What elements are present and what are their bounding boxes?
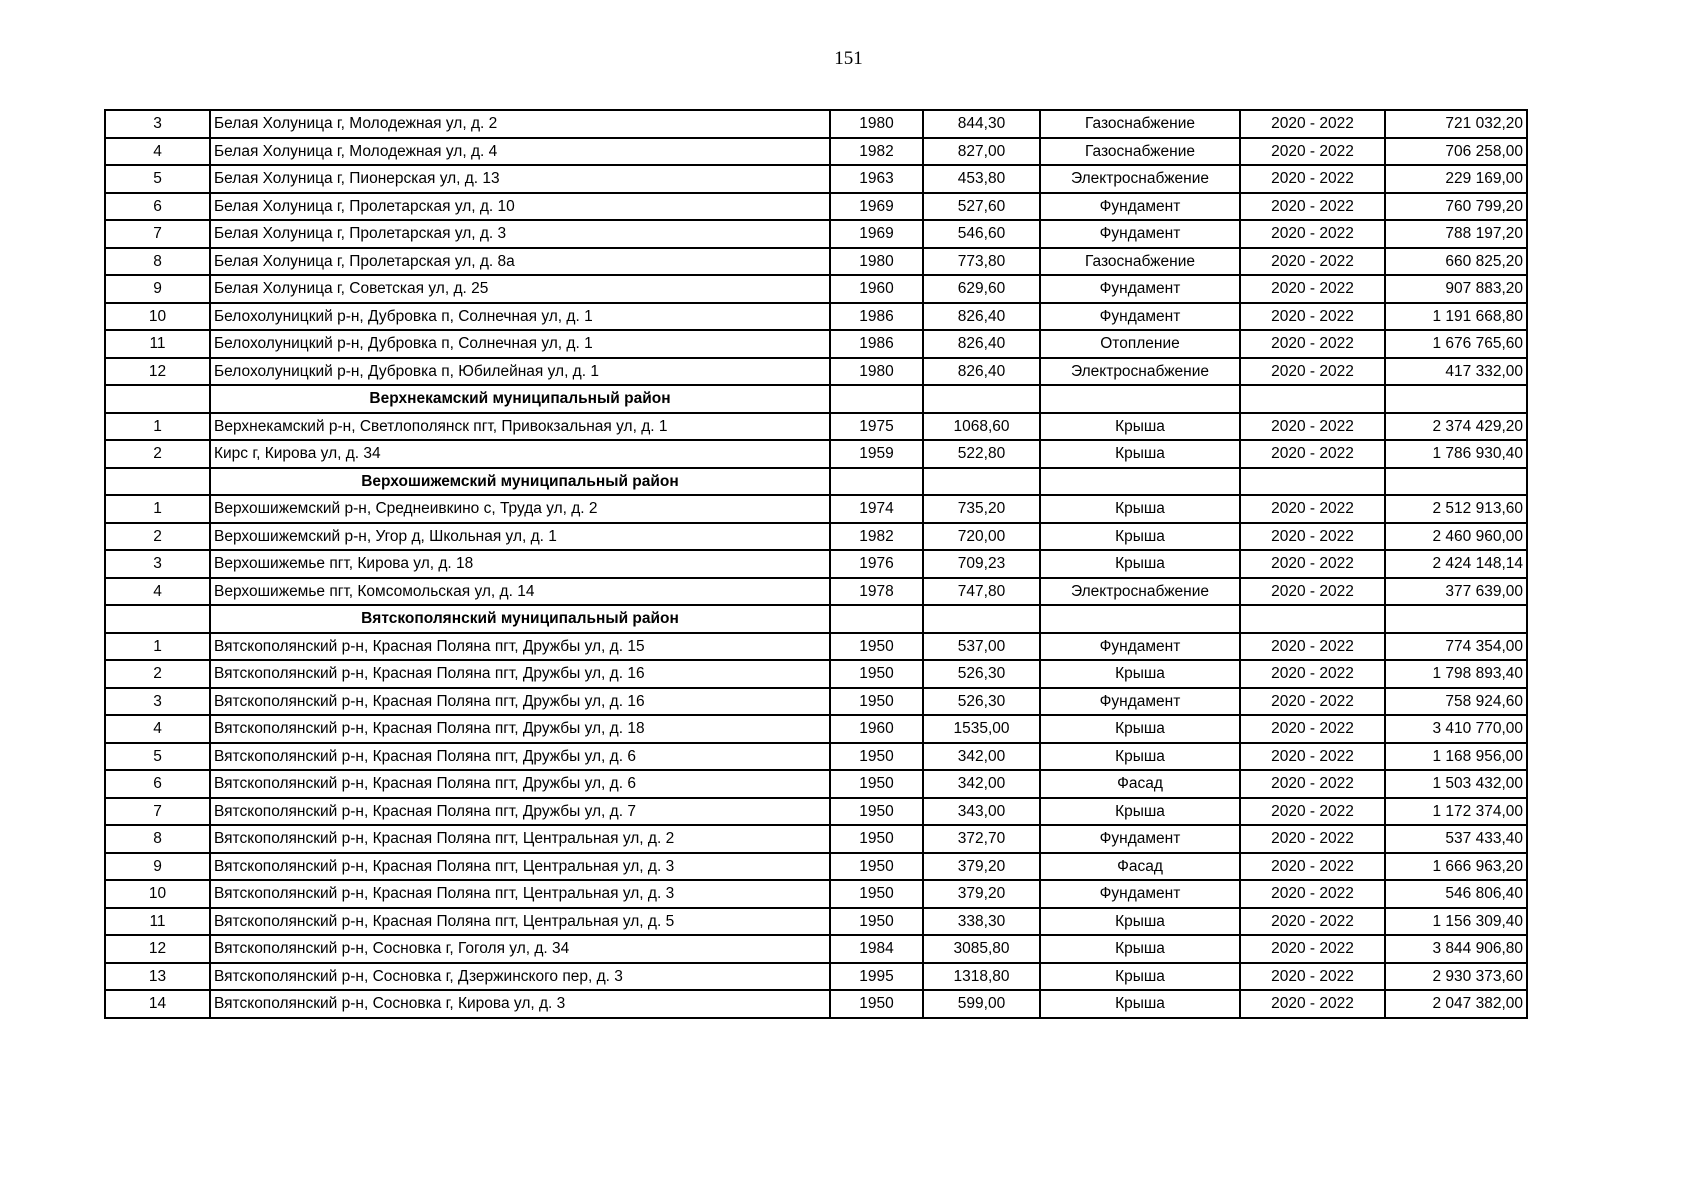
row-number-cell: 10 — [105, 880, 210, 908]
empty-cell — [923, 385, 1040, 413]
cost-cell: 2 374 429,20 — [1385, 413, 1527, 441]
work-type-cell: Фасад — [1040, 770, 1240, 798]
work-type-cell: Фундамент — [1040, 220, 1240, 248]
row-number-cell: 4 — [105, 578, 210, 606]
table-body — [105, 110, 1527, 1018]
area-cell: 629,60 — [923, 275, 1040, 303]
table-row — [105, 303, 1527, 331]
work-type-cell: Фундамент — [1040, 825, 1240, 853]
work-type-cell: Фасад — [1040, 853, 1240, 881]
address-cell: Верхошижемский р-н, Угор д, Школьная ул, д. 1 — [210, 523, 830, 551]
address-cell: Верхошижемье пгт, Комсомольская ул, д. 14 — [210, 578, 830, 606]
district-header-row — [105, 605, 1527, 633]
build-year-cell: 1984 — [830, 935, 923, 963]
period-cell: 2020 - 2022 — [1240, 165, 1385, 193]
build-year-cell: 1963 — [830, 165, 923, 193]
cost-cell: 1 666 963,20 — [1385, 853, 1527, 881]
table-row — [105, 798, 1527, 826]
build-year-cell: 1950 — [830, 880, 923, 908]
empty-cell — [1040, 605, 1240, 633]
address-cell: Белая Холуница г, Советская ул, д. 25 — [210, 275, 830, 303]
period-cell: 2020 - 2022 — [1240, 138, 1385, 166]
period-cell: 2020 - 2022 — [1240, 578, 1385, 606]
row-number-cell: 3 — [105, 688, 210, 716]
work-type-cell: Фундамент — [1040, 688, 1240, 716]
address-cell: Белохолуницкий р-н, Дубровка п, Юбилейная ул, д. 1 — [210, 358, 830, 386]
row-number-cell: 7 — [105, 798, 210, 826]
build-year-cell: 1980 — [830, 248, 923, 276]
build-year-cell: 1969 — [830, 193, 923, 221]
area-cell: 379,20 — [923, 853, 1040, 881]
cost-cell: 1 786 930,40 — [1385, 440, 1527, 468]
table-row — [105, 275, 1527, 303]
build-year-cell: 1976 — [830, 550, 923, 578]
build-year-cell: 1982 — [830, 138, 923, 166]
row-number-cell: 2 — [105, 523, 210, 551]
address-cell: Вятскополянский р-н, Красная Поляна пгт, Центральная ул, д. 3 — [210, 853, 830, 881]
address-cell: Вятскополянский р-н, Красная Поляна пгт, Дружбы ул, д. 18 — [210, 715, 830, 743]
empty-cell — [1385, 468, 1527, 496]
period-cell: 2020 - 2022 — [1240, 193, 1385, 221]
build-year-cell: 1950 — [830, 743, 923, 771]
build-year-cell: 1969 — [830, 220, 923, 248]
table-row — [105, 578, 1527, 606]
work-type-cell: Крыша — [1040, 908, 1240, 936]
area-cell: 735,20 — [923, 495, 1040, 523]
empty-cell — [1240, 385, 1385, 413]
address-cell: Белая Холуница г, Пролетарская ул, д. 3 — [210, 220, 830, 248]
build-year-cell: 1974 — [830, 495, 923, 523]
row-number-cell: 8 — [105, 248, 210, 276]
cost-cell: 229 169,00 — [1385, 165, 1527, 193]
table-row — [105, 633, 1527, 661]
period-cell: 2020 - 2022 — [1240, 743, 1385, 771]
row-number-cell: 4 — [105, 715, 210, 743]
area-cell: 1535,00 — [923, 715, 1040, 743]
table-row — [105, 413, 1527, 441]
table-row — [105, 715, 1527, 743]
area-cell: 526,30 — [923, 688, 1040, 716]
empty-cell — [830, 605, 923, 633]
work-type-cell: Крыша — [1040, 990, 1240, 1018]
period-cell: 2020 - 2022 — [1240, 908, 1385, 936]
build-year-cell: 1950 — [830, 908, 923, 936]
cost-cell: 546 806,40 — [1385, 880, 1527, 908]
period-cell: 2020 - 2022 — [1240, 935, 1385, 963]
area-cell: 1068,60 — [923, 413, 1040, 441]
cost-cell: 2 930 373,60 — [1385, 963, 1527, 991]
area-cell: 720,00 — [923, 523, 1040, 551]
build-year-cell: 1950 — [830, 798, 923, 826]
period-cell: 2020 - 2022 — [1240, 303, 1385, 331]
address-cell: Вятскополянский р-н, Красная Поляна пгт, Дружбы ул, д. 16 — [210, 660, 830, 688]
table-row — [105, 935, 1527, 963]
row-number-cell: 1 — [105, 495, 210, 523]
address-cell: Верхошижемский р-н, Среднеивкино с, Труда ул, д. 2 — [210, 495, 830, 523]
table-row — [105, 880, 1527, 908]
page-number: 151 — [834, 48, 863, 69]
area-cell: 827,00 — [923, 138, 1040, 166]
row-number-cell: 11 — [105, 330, 210, 358]
build-year-cell: 1950 — [830, 688, 923, 716]
period-cell: 2020 - 2022 — [1240, 550, 1385, 578]
build-year-cell: 1950 — [830, 770, 923, 798]
empty-cell — [105, 468, 210, 496]
period-cell: 2020 - 2022 — [1240, 715, 1385, 743]
table-row — [105, 495, 1527, 523]
address-cell: Вятскополянский р-н, Красная Поляна пгт, Дружбы ул, д. 6 — [210, 743, 830, 771]
period-cell: 2020 - 2022 — [1240, 275, 1385, 303]
period-cell: 2020 - 2022 — [1240, 248, 1385, 276]
cost-cell: 721 032,20 — [1385, 110, 1527, 138]
area-cell: 342,00 — [923, 770, 1040, 798]
table-row — [105, 770, 1527, 798]
table-row — [105, 138, 1527, 166]
cost-cell: 377 639,00 — [1385, 578, 1527, 606]
empty-cell — [1040, 468, 1240, 496]
work-type-cell: Крыша — [1040, 550, 1240, 578]
row-number-cell: 6 — [105, 770, 210, 798]
area-cell: 453,80 — [923, 165, 1040, 193]
row-number-cell: 10 — [105, 303, 210, 331]
address-cell: Вятскополянский р-н, Красная Поляна пгт, Центральная ул, д. 5 — [210, 908, 830, 936]
cost-cell: 907 883,20 — [1385, 275, 1527, 303]
period-cell: 2020 - 2022 — [1240, 798, 1385, 826]
row-number-cell: 6 — [105, 193, 210, 221]
area-cell: 3085,80 — [923, 935, 1040, 963]
table-row — [105, 990, 1527, 1018]
work-type-cell: Фундамент — [1040, 193, 1240, 221]
area-cell: 1318,80 — [923, 963, 1040, 991]
period-cell: 2020 - 2022 — [1240, 853, 1385, 881]
address-cell: Вятскополянский р-н, Сосновка г, Дзержинского пер, д. 3 — [210, 963, 830, 991]
cost-cell: 2 512 913,60 — [1385, 495, 1527, 523]
build-year-cell: 1980 — [830, 110, 923, 138]
address-cell: Вятскополянский р-н, Красная Поляна пгт, Дружбы ул, д. 7 — [210, 798, 830, 826]
build-year-cell: 1980 — [830, 358, 923, 386]
row-number-cell: 2 — [105, 660, 210, 688]
period-cell: 2020 - 2022 — [1240, 990, 1385, 1018]
empty-cell — [1240, 468, 1385, 496]
area-cell: 826,40 — [923, 303, 1040, 331]
period-cell: 2020 - 2022 — [1240, 880, 1385, 908]
row-number-cell: 3 — [105, 110, 210, 138]
work-type-cell: Крыша — [1040, 715, 1240, 743]
table-row — [105, 358, 1527, 386]
row-number-cell: 5 — [105, 743, 210, 771]
build-year-cell: 1950 — [830, 825, 923, 853]
row-number-cell: 12 — [105, 935, 210, 963]
period-cell: 2020 - 2022 — [1240, 633, 1385, 661]
build-year-cell: 1986 — [830, 330, 923, 358]
table-row — [105, 220, 1527, 248]
period-cell: 2020 - 2022 — [1240, 358, 1385, 386]
cost-cell: 1 168 956,00 — [1385, 743, 1527, 771]
work-type-cell: Фундамент — [1040, 303, 1240, 331]
area-cell: 342,00 — [923, 743, 1040, 771]
row-number-cell: 12 — [105, 358, 210, 386]
area-cell: 599,00 — [923, 990, 1040, 1018]
table-row — [105, 330, 1527, 358]
empty-cell — [830, 468, 923, 496]
empty-cell — [1040, 385, 1240, 413]
build-year-cell: 1986 — [830, 303, 923, 331]
address-cell: Вятскополянский р-н, Сосновка г, Кирова ул, д. 3 — [210, 990, 830, 1018]
district-title: Вятскополянский муниципальный район — [210, 605, 830, 633]
table-row — [105, 165, 1527, 193]
period-cell: 2020 - 2022 — [1240, 495, 1385, 523]
table-row — [105, 825, 1527, 853]
table-row — [105, 853, 1527, 881]
period-cell: 2020 - 2022 — [1240, 770, 1385, 798]
period-cell: 2020 - 2022 — [1240, 440, 1385, 468]
cost-cell: 417 332,00 — [1385, 358, 1527, 386]
cost-cell: 1 676 765,60 — [1385, 330, 1527, 358]
address-cell: Вятскополянский р-н, Красная Поляна пгт, Центральная ул, д. 2 — [210, 825, 830, 853]
table-row — [105, 688, 1527, 716]
build-year-cell: 1950 — [830, 853, 923, 881]
district-title: Верхошижемский муниципальный район — [210, 468, 830, 496]
build-year-cell: 1959 — [830, 440, 923, 468]
work-type-cell: Крыша — [1040, 660, 1240, 688]
period-cell: 2020 - 2022 — [1240, 220, 1385, 248]
empty-cell — [1240, 605, 1385, 633]
table-row — [105, 110, 1527, 138]
area-cell: 372,70 — [923, 825, 1040, 853]
cost-cell: 760 799,20 — [1385, 193, 1527, 221]
empty-cell — [1385, 385, 1527, 413]
build-year-cell: 1950 — [830, 660, 923, 688]
address-cell: Белая Холуница г, Молодежная ул, д. 4 — [210, 138, 830, 166]
area-cell: 338,30 — [923, 908, 1040, 936]
table-row — [105, 660, 1527, 688]
build-year-cell: 1975 — [830, 413, 923, 441]
cost-cell: 758 924,60 — [1385, 688, 1527, 716]
table-row — [105, 523, 1527, 551]
area-cell: 826,40 — [923, 330, 1040, 358]
area-cell: 379,20 — [923, 880, 1040, 908]
work-type-cell: Фундамент — [1040, 275, 1240, 303]
work-type-cell: Крыша — [1040, 440, 1240, 468]
row-number-cell: 5 — [105, 165, 210, 193]
address-cell: Кирс г, Кирова ул, д. 34 — [210, 440, 830, 468]
work-type-cell: Крыша — [1040, 413, 1240, 441]
cost-cell: 1 156 309,40 — [1385, 908, 1527, 936]
row-number-cell: 11 — [105, 908, 210, 936]
work-type-cell: Крыша — [1040, 935, 1240, 963]
area-cell: 522,80 — [923, 440, 1040, 468]
cost-cell: 2 047 382,00 — [1385, 990, 1527, 1018]
address-cell: Вятскополянский р-н, Красная Поляна пгт, Дружбы ул, д. 6 — [210, 770, 830, 798]
period-cell: 2020 - 2022 — [1240, 660, 1385, 688]
table-row — [105, 908, 1527, 936]
address-cell: Верхнекамский р-н, Светлополянск пгт, Привокзальная ул, д. 1 — [210, 413, 830, 441]
address-cell: Вятскополянский р-н, Красная Поляна пгт, Дружбы ул, д. 15 — [210, 633, 830, 661]
work-type-cell: Электроснабжение — [1040, 165, 1240, 193]
district-header-row — [105, 385, 1527, 413]
build-year-cell: 1960 — [830, 275, 923, 303]
build-year-cell: 1960 — [830, 715, 923, 743]
period-cell: 2020 - 2022 — [1240, 825, 1385, 853]
row-number-cell: 9 — [105, 853, 210, 881]
table-row — [105, 440, 1527, 468]
table-row — [105, 193, 1527, 221]
cost-cell: 660 825,20 — [1385, 248, 1527, 276]
area-cell: 826,40 — [923, 358, 1040, 386]
address-cell: Белохолуницкий р-н, Дубровка п, Солнечная ул, д. 1 — [210, 330, 830, 358]
work-type-cell: Фундамент — [1040, 880, 1240, 908]
cost-cell: 2 424 148,14 — [1385, 550, 1527, 578]
build-year-cell: 1950 — [830, 990, 923, 1018]
table-row — [105, 743, 1527, 771]
address-cell: Белая Холуница г, Пионерская ул, д. 13 — [210, 165, 830, 193]
cost-cell: 1 503 432,00 — [1385, 770, 1527, 798]
address-cell: Белая Холуница г, Пролетарская ул, д. 8а — [210, 248, 830, 276]
cost-cell: 706 258,00 — [1385, 138, 1527, 166]
work-type-cell: Отопление — [1040, 330, 1240, 358]
build-year-cell: 1950 — [830, 633, 923, 661]
cost-cell: 788 197,20 — [1385, 220, 1527, 248]
period-cell: 2020 - 2022 — [1240, 413, 1385, 441]
work-type-cell: Фундамент — [1040, 633, 1240, 661]
address-cell: Белохолуницкий р-н, Дубровка п, Солнечная ул, д. 1 — [210, 303, 830, 331]
work-type-cell: Электроснабжение — [1040, 358, 1240, 386]
table-row — [105, 248, 1527, 276]
build-year-cell: 1995 — [830, 963, 923, 991]
period-cell: 2020 - 2022 — [1240, 963, 1385, 991]
empty-cell — [105, 605, 210, 633]
cost-cell: 3 410 770,00 — [1385, 715, 1527, 743]
build-year-cell: 1978 — [830, 578, 923, 606]
row-number-cell: 13 — [105, 963, 210, 991]
row-number-cell: 7 — [105, 220, 210, 248]
row-number-cell: 4 — [105, 138, 210, 166]
empty-cell — [923, 605, 1040, 633]
work-type-cell: Газоснабжение — [1040, 248, 1240, 276]
build-year-cell: 1982 — [830, 523, 923, 551]
work-type-cell: Крыша — [1040, 495, 1240, 523]
work-type-cell: Электроснабжение — [1040, 578, 1240, 606]
cost-cell: 1 798 893,40 — [1385, 660, 1527, 688]
work-type-cell: Крыша — [1040, 523, 1240, 551]
row-number-cell: 9 — [105, 275, 210, 303]
period-cell: 2020 - 2022 — [1240, 688, 1385, 716]
empty-cell — [923, 468, 1040, 496]
empty-cell — [1385, 605, 1527, 633]
row-number-cell: 1 — [105, 413, 210, 441]
area-cell: 343,00 — [923, 798, 1040, 826]
row-number-cell: 1 — [105, 633, 210, 661]
area-cell: 546,60 — [923, 220, 1040, 248]
district-title: Верхнекамский муниципальный район — [210, 385, 830, 413]
table-row — [105, 550, 1527, 578]
row-number-cell: 2 — [105, 440, 210, 468]
area-cell: 844,30 — [923, 110, 1040, 138]
address-cell: Белая Холуница г, Пролетарская ул, д. 10 — [210, 193, 830, 221]
cost-cell: 1 172 374,00 — [1385, 798, 1527, 826]
row-number-cell: 14 — [105, 990, 210, 1018]
period-cell: 2020 - 2022 — [1240, 523, 1385, 551]
area-cell: 773,80 — [923, 248, 1040, 276]
area-cell: 709,23 — [923, 550, 1040, 578]
repair-schedule-table — [104, 109, 1528, 1019]
area-cell: 527,60 — [923, 193, 1040, 221]
cost-cell: 3 844 906,80 — [1385, 935, 1527, 963]
period-cell: 2020 - 2022 — [1240, 330, 1385, 358]
cost-cell: 537 433,40 — [1385, 825, 1527, 853]
address-cell: Белая Холуница г, Молодежная ул, д. 2 — [210, 110, 830, 138]
address-cell: Верхошижемье пгт, Кирова ул, д. 18 — [210, 550, 830, 578]
area-cell: 526,30 — [923, 660, 1040, 688]
empty-cell — [105, 385, 210, 413]
district-header-row — [105, 468, 1527, 496]
cost-cell: 1 191 668,80 — [1385, 303, 1527, 331]
cost-cell: 2 460 960,00 — [1385, 523, 1527, 551]
period-cell: 2020 - 2022 — [1240, 110, 1385, 138]
area-cell: 747,80 — [923, 578, 1040, 606]
cost-cell: 774 354,00 — [1385, 633, 1527, 661]
work-type-cell: Газоснабжение — [1040, 138, 1240, 166]
row-number-cell: 8 — [105, 825, 210, 853]
work-type-cell: Крыша — [1040, 963, 1240, 991]
address-cell: Вятскополянский р-н, Красная Поляна пгт, Дружбы ул, д. 16 — [210, 688, 830, 716]
table-row — [105, 963, 1527, 991]
work-type-cell: Газоснабжение — [1040, 110, 1240, 138]
empty-cell — [830, 385, 923, 413]
row-number-cell: 3 — [105, 550, 210, 578]
work-type-cell: Крыша — [1040, 743, 1240, 771]
address-cell: Вятскополянский р-н, Красная Поляна пгт, Центральная ул, д. 3 — [210, 880, 830, 908]
address-cell: Вятскополянский р-н, Сосновка г, Гоголя ул, д. 34 — [210, 935, 830, 963]
work-type-cell: Крыша — [1040, 798, 1240, 826]
area-cell: 537,00 — [923, 633, 1040, 661]
